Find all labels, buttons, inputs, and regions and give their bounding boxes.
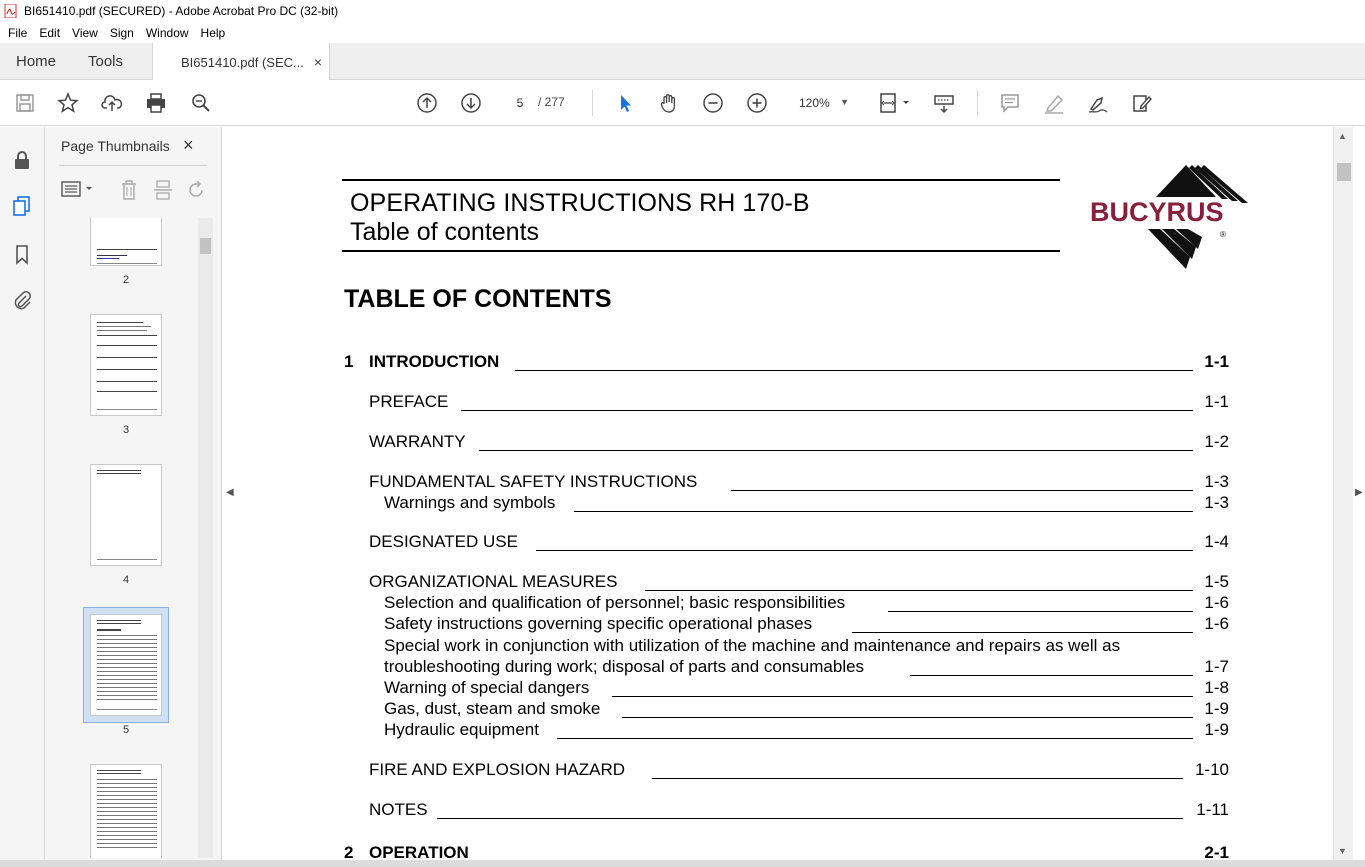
- toc-entry[interactable]: [344, 657, 1229, 679]
- page-thumbnails-icon[interactable]: [11, 195, 33, 217]
- toc-entry-label: Hydraulic equipment: [384, 720, 539, 739]
- thumbnail-label: 4: [122, 574, 130, 586]
- toc-entry-page: 1-7: [1204, 657, 1229, 676]
- toc-leader-line: [479, 450, 1193, 452]
- toc-entry-label: Selection and qualification of personnel; basic responsibilities: [384, 593, 846, 612]
- tab-close-icon[interactable]: ×: [313, 54, 322, 70]
- collapse-right-icon[interactable]: ▶: [1355, 487, 1363, 498]
- toc-leader-line: [536, 550, 1193, 552]
- toc-entry-label: DESIGNATED USE: [369, 532, 518, 551]
- toc-entry-label: PREFACE: [369, 392, 449, 411]
- toc-leader-line: [557, 738, 1193, 740]
- menu-file[interactable]: File: [8, 25, 28, 40]
- menu-window[interactable]: Window: [145, 25, 189, 40]
- toc-entry-label: ORGANIZATIONAL MEASURES: [369, 572, 618, 591]
- menu-edit[interactable]: Edit: [39, 25, 61, 40]
- divider: [59, 165, 207, 166]
- extract-pages-icon[interactable]: [152, 179, 174, 201]
- toc-entry[interactable]: [344, 614, 1229, 636]
- page-number-input[interactable]: 5: [516, 96, 524, 110]
- toc-entry[interactable]: [344, 843, 1229, 860]
- bucyrus-logo: [1088, 163, 1263, 273]
- tab-tools[interactable]: Tools: [88, 53, 124, 70]
- highlight-icon[interactable]: [1042, 91, 1066, 115]
- upload-icon[interactable]: [100, 91, 124, 115]
- toc-entry-page: 1-6: [1204, 593, 1229, 612]
- thumbnail-page[interactable]: [90, 218, 162, 266]
- toc-entry-label: WARRANTY: [369, 432, 466, 451]
- toc-entry[interactable]: [344, 699, 1229, 721]
- zoom-select[interactable]: [788, 90, 860, 116]
- toc-leader-line: [910, 675, 1193, 677]
- lock-icon[interactable]: [11, 149, 33, 171]
- toc-entry-label: OPERATION: [369, 843, 469, 860]
- toc-entry-page: 1-9: [1204, 699, 1229, 718]
- toc-entry-number: 1: [344, 352, 354, 371]
- zoom-out-icon[interactable]: [701, 91, 725, 115]
- thumbnail-page[interactable]: [90, 314, 162, 416]
- toc-leader-line: [622, 717, 1193, 719]
- toc-entry-label: NOTES: [369, 800, 428, 819]
- document-viewer[interactable]: [238, 127, 1333, 860]
- toc-leader-line: [515, 370, 1193, 372]
- toc-entry-label: Safety instructions governing specific operational phases: [384, 614, 813, 633]
- toc-leader-line: [645, 590, 1193, 592]
- edit-icon[interactable]: [1130, 91, 1154, 115]
- menu-sign[interactable]: Sign: [109, 25, 134, 40]
- hand-icon[interactable]: [657, 91, 681, 115]
- toc-entry-label: FIRE AND EXPLOSION HAZARD: [369, 760, 625, 779]
- tab-home[interactable]: Home: [16, 53, 57, 70]
- toc-entry-label: FUNDAMENTAL SAFETY INSTRUCTIONS: [369, 472, 698, 491]
- save-icon[interactable]: [13, 91, 37, 115]
- toc-entry-label: Gas, dust, steam and smoke: [384, 699, 601, 718]
- document-page: [238, 127, 1333, 860]
- panel-title: Page Thumbnails: [61, 138, 170, 154]
- toc-leader-line: [731, 490, 1193, 492]
- keyboard-icon[interactable]: [932, 91, 956, 115]
- menu-view[interactable]: View: [72, 25, 98, 40]
- rotate-icon[interactable]: [185, 179, 207, 201]
- doc-header-subtitle: Table of contents: [350, 218, 540, 246]
- attachment-icon[interactable]: [11, 289, 33, 311]
- toc-entry[interactable]: [344, 800, 1229, 822]
- toc-entry-label: troubleshooting during work; disposal of parts and consumables: [384, 657, 865, 676]
- toc-leader-line: [437, 818, 1183, 820]
- zoom-in-icon[interactable]: [745, 91, 769, 115]
- title-bar: [0, 0, 1365, 22]
- zoom-value: 120%: [799, 96, 830, 110]
- print-icon[interactable]: [144, 91, 168, 115]
- thumbnail-label: 3: [122, 424, 130, 436]
- comment-icon[interactable]: [998, 91, 1022, 115]
- thumbnail-page[interactable]: [90, 764, 162, 858]
- scrollbar-thumb[interactable]: [1337, 163, 1351, 181]
- toc-entry-page: 1-6: [1204, 614, 1229, 633]
- menu-help[interactable]: Help: [200, 25, 226, 40]
- tab-bar: [0, 43, 1365, 80]
- toc-entry-page: 1-3: [1204, 493, 1229, 512]
- toc-entry-page: 1-5: [1204, 572, 1229, 591]
- options-menu-icon[interactable]: [61, 179, 95, 199]
- delete-icon[interactable]: [119, 179, 139, 201]
- thumbnail-label: 2: [122, 274, 130, 286]
- status-strip: [0, 860, 1365, 867]
- bookmark-icon[interactable]: [11, 243, 33, 265]
- toc-entry[interactable]: [344, 493, 1229, 515]
- toc-entry[interactable]: [344, 432, 1229, 454]
- toc-entry-page: 1-9: [1204, 720, 1229, 739]
- header-rule-bottom: [342, 250, 1060, 252]
- toc-entry-page: 1-3: [1204, 472, 1229, 491]
- thumbnail-page[interactable]: [90, 464, 162, 566]
- window-title: BI651410.pdf (SECURED) - Adobe Acrobat Pro DC (32-bit): [24, 4, 339, 18]
- toolbar: [0, 80, 1365, 126]
- left-rail: [0, 127, 45, 867]
- tab-document[interactable]: [152, 43, 330, 81]
- toc-entry-page: 2-1: [1204, 843, 1229, 860]
- toc-entry[interactable]: [344, 472, 1229, 494]
- toc-entry-page: 1-1: [1204, 352, 1229, 371]
- thumbnail-list: [45, 218, 200, 858]
- toc-entry-page: 1-1: [1204, 392, 1229, 411]
- document-scrollbar[interactable]: [1333, 127, 1353, 860]
- toc-entry-label: Warnings and symbols: [384, 493, 556, 512]
- sign-icon[interactable]: [1086, 91, 1110, 115]
- toc-entry-label: Special work in conjunction with utilization of the machine and maintenance and repairs as well as: [384, 636, 1121, 655]
- thumbnail-scrollbar[interactable]: [198, 218, 213, 858]
- toc-entry[interactable]: [344, 720, 1229, 742]
- close-icon[interactable]: ×: [183, 135, 194, 155]
- toc-entry-page: 1-2: [1204, 432, 1229, 451]
- toolbar-divider: [977, 90, 978, 116]
- star-icon[interactable]: [56, 91, 80, 115]
- tab-document-label: BI651410.pdf (SEC...: [181, 54, 304, 70]
- toc-entry[interactable]: [344, 352, 1229, 374]
- thumbnail-label: 5: [122, 724, 130, 736]
- toolbar-divider: [592, 90, 593, 116]
- page-up-icon[interactable]: [415, 91, 439, 115]
- logo-text: BUCYRUS: [1090, 197, 1224, 227]
- toc-entry[interactable]: [344, 760, 1229, 782]
- toc-leader-line: [574, 511, 1193, 513]
- toc-entry-page: 1-10: [1194, 760, 1229, 779]
- toc-entry-number: 2: [344, 843, 354, 860]
- toc-entry[interactable]: [344, 532, 1229, 554]
- chevron-down-icon: ▼: [840, 97, 849, 107]
- toc-entry-page: 1-8: [1204, 678, 1229, 697]
- scroll-down-icon[interactable]: ▼: [1338, 846, 1347, 856]
- toc-entry-label: INTRODUCTION: [369, 352, 500, 371]
- header-rule-top: [342, 179, 1060, 181]
- thumbnails-panel: [45, 127, 222, 860]
- toc-entry[interactable]: [344, 636, 1229, 658]
- acrobat-icon: [4, 4, 18, 18]
- thumbnail-page-selected[interactable]: [90, 614, 162, 716]
- scroll-up-icon[interactable]: ▲: [1338, 131, 1347, 141]
- toc-entry[interactable]: [344, 392, 1229, 414]
- toc-leader-line: [652, 778, 1183, 780]
- page-down-icon[interactable]: [459, 91, 483, 115]
- select-arrow-icon[interactable]: [613, 91, 637, 115]
- scrollbar-thumb[interactable]: [200, 238, 211, 254]
- toc-entry-page: 1-4: [1204, 532, 1229, 551]
- fit-page-icon[interactable]: [878, 91, 914, 115]
- toc-entry[interactable]: [344, 572, 1229, 594]
- toc-entry[interactable]: [344, 593, 1229, 615]
- search-icon[interactable]: [189, 91, 213, 115]
- toc-entry[interactable]: [344, 678, 1229, 700]
- panel-toolbar: [59, 175, 209, 203]
- toc-entry-page: 1-11: [1196, 800, 1229, 819]
- toc-entry-label: Warning of special dangers: [384, 678, 590, 697]
- toc-heading: TABLE OF CONTENTS: [344, 285, 612, 313]
- toc-leader-line: [888, 611, 1193, 613]
- collapse-left-icon[interactable]: ◀: [226, 487, 234, 498]
- toc-leader-line: [852, 632, 1193, 634]
- svg-text:®: ®: [1220, 230, 1226, 239]
- toc-leader-line: [612, 696, 1193, 698]
- menu-bar: [0, 22, 1365, 43]
- doc-header-title: OPERATING INSTRUCTIONS RH 170-B: [350, 189, 810, 217]
- toc-leader-line: [461, 410, 1193, 412]
- page-total: / 277: [538, 95, 565, 109]
